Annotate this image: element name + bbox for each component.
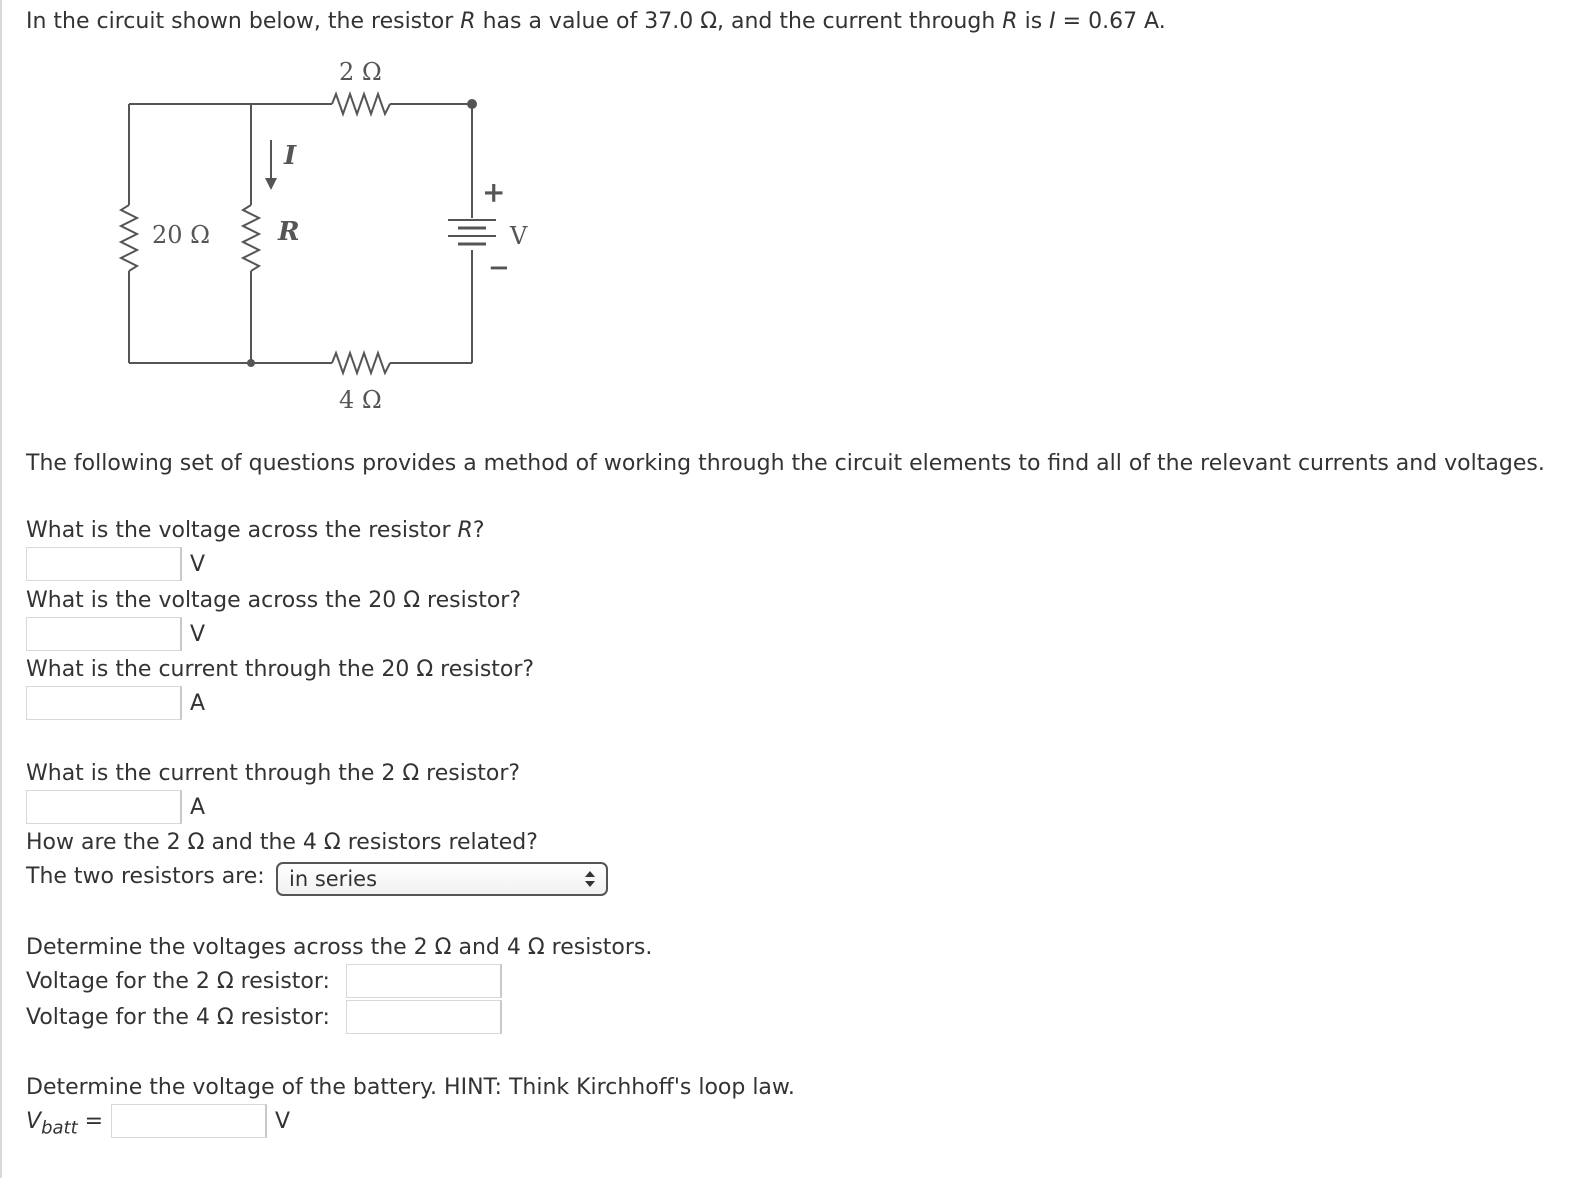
answer-current-2ohm-input[interactable] [26,790,182,824]
answer-voltage-R-input[interactable] [26,547,182,581]
resistor-20ohm [121,205,137,271]
answer-vbatt-input[interactable] [111,1104,267,1138]
resistor-2ohm [332,94,390,114]
vbatt-label: $V_{batt}$ = [26,1109,104,1139]
question-voltages-2-4ohm: Determine the voltages across the 2 Ω and 4 Ω resistors. [26,935,653,960]
label-4ohm: 4 Ω [339,386,382,414]
label-20ohm: 20 Ω [152,221,211,249]
unit-voltage-R: V [190,552,206,577]
unit-voltage-20ohm: V [190,622,206,647]
question-current-20ohm: What is the current through the 20 Ω resistor? [26,657,535,682]
unit-vbatt: V [275,1109,291,1134]
method-text: The following set of questions provides a method of working through the circuit elements to find all of the relevant currents and voltages. [26,451,1545,476]
voltage-2ohm-label: Voltage for the 2 Ω resistor: [26,969,330,994]
voltage-4ohm-label: Voltage for the 4 Ω resistor: [26,1005,330,1030]
unit-current-2ohm: A [190,795,206,820]
select-updown-icon [584,870,596,888]
question-voltage-20ohm: What is the voltage across the 20 Ω resistor? [26,588,521,613]
label-minus: − [488,253,510,283]
resistor-R [243,205,259,271]
answer-voltage-2ohm-input[interactable] [346,964,502,998]
question-current-2ohm: What is the current through the 2 Ω resistor? [26,761,521,786]
circuit-diagram [100,50,560,420]
label-plus: + [482,176,506,209]
label-R: R [278,217,300,247]
label-I: I [284,141,297,171]
page-left-border [0,0,2,1178]
resistor-relation-select[interactable] [276,862,608,896]
junction-dot-top-right [467,99,477,109]
problem-intro: In the circuit shown below, the resistor R has a value of 37.0 Ω, and the current through R is I = 0.67 A. [26,9,1166,34]
question-battery-voltage: Determine the voltage of the battery. HINT: Think Kirchhoff's loop law. [26,1075,795,1100]
unit-current-20ohm: A [190,691,206,716]
label-V: V [510,222,528,250]
answer-voltage-20ohm-input[interactable] [26,617,182,651]
resistor-4ohm [332,353,390,373]
answer-voltage-4ohm-input[interactable] [346,1000,502,1034]
question-resistor-relation: How are the 2 Ω and the 4 Ω resistors related? [26,830,538,855]
resistor-relation-selected: in series [289,867,378,891]
resistor-relation-label: The two resistors are: [26,864,265,889]
current-arrow-head [265,178,277,190]
junction-dot-bottom-mid [247,359,255,367]
label-2ohm: 2 Ω [339,58,382,86]
answer-current-20ohm-input[interactable] [26,686,182,720]
question-voltage-R: What is the voltage across the resistor R? [26,518,485,543]
